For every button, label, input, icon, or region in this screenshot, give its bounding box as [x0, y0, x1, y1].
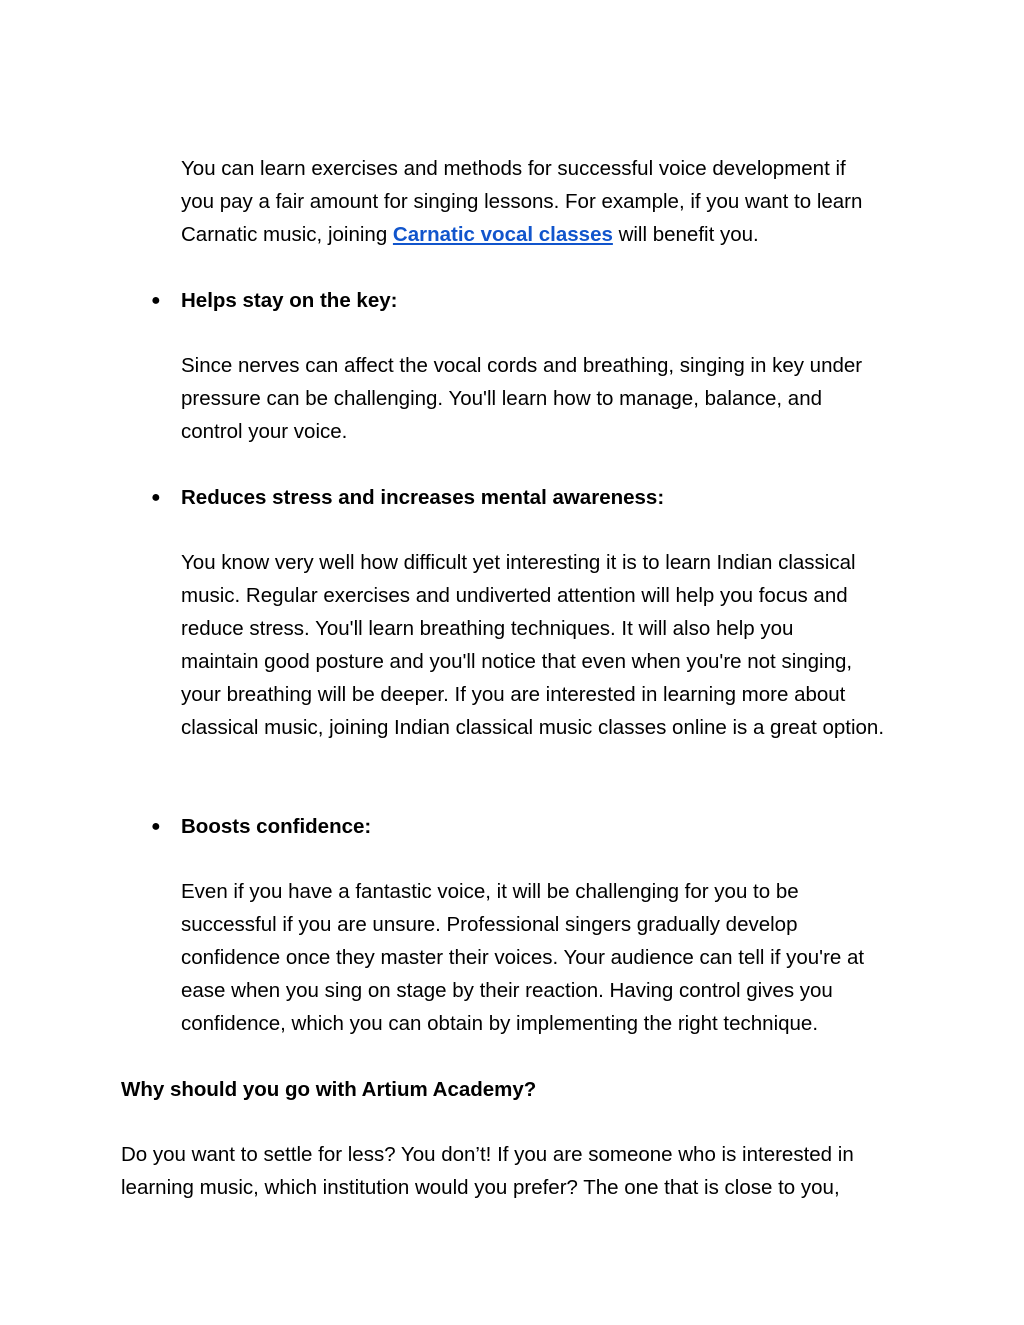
- intro-line-3-suffix: will benefit you.: [612, 223, 759, 246]
- body-line: learning music, which institution would you prefer? The one that is close to you,: [121, 1176, 840, 1199]
- intro-line-3: [181, 218, 862, 251]
- body-line: Since nerves can affect the vocal cords and breathing, singing in key under: [181, 354, 863, 377]
- section-heading-reduces-stress: Reduces stress and increases mental awareness:: [181, 486, 665, 509]
- body-line: maintain good posture and you'll notice that even when you're not singing,: [181, 650, 853, 673]
- bullet-icon: ●: [151, 818, 161, 835]
- body-line: You know very well how difficult yet interesting it is to learn Indian classical: [181, 551, 856, 574]
- body-line: control your voice.: [181, 420, 348, 443]
- section-body-stay-on-key: [181, 349, 862, 448]
- bullet-icon: ●: [151, 292, 161, 309]
- body-line: Do you want to settle for less? You don’t! If you are someone who is interested in: [121, 1143, 854, 1166]
- body-line: music. Regular exercises and undiverted attention will help you focus and: [181, 584, 848, 607]
- body-line: reduce stress. You'll learn breathing techniques. It will also help you: [181, 617, 794, 640]
- carnatic-vocal-classes-link[interactable]: Carnatic vocal classes: [392, 223, 613, 246]
- intro-line-2: you pay a fair amount for singing lessons. For example, if you want to learn: [181, 190, 863, 213]
- why-heading: Why should you go with Artium Academy?: [121, 1078, 537, 1101]
- body-line: pressure can be challenging. You'll learn how to manage, balance, and: [181, 387, 823, 410]
- section-heading-stay-on-key: Helps stay on the key:: [181, 289, 398, 312]
- body-line: classical music, joining Indian classical music classes online is a great option.: [181, 716, 885, 739]
- body-line: confidence, which you can obtain by implementing the right technique.: [181, 1012, 819, 1035]
- intro-line-3-prefix: Carnatic music, joining: [181, 223, 393, 246]
- section-body-reduces-stress: [181, 546, 884, 744]
- body-line: ease when you sing on stage by their reaction. Having control gives you: [181, 979, 833, 1002]
- intro-paragraph: [181, 152, 862, 251]
- section-heading-boosts-confidence: Boosts confidence:: [181, 815, 372, 838]
- body-line: your breathing will be deeper. If you are interested in learning more about: [181, 683, 846, 706]
- intro-line-1: You can learn exercises and methods for successful voice development if: [181, 157, 846, 180]
- bullet-icon: ●: [151, 489, 161, 506]
- body-line: Even if you have a fantastic voice, it will be challenging for you to be: [181, 880, 799, 903]
- body-line: confidence once they master their voices. Your audience can tell if you're at: [181, 946, 865, 969]
- body-line: successful if you are unsure. Professional singers gradually develop: [181, 913, 798, 936]
- section-body-boosts-confidence: [181, 875, 864, 1040]
- why-body: [121, 1138, 854, 1204]
